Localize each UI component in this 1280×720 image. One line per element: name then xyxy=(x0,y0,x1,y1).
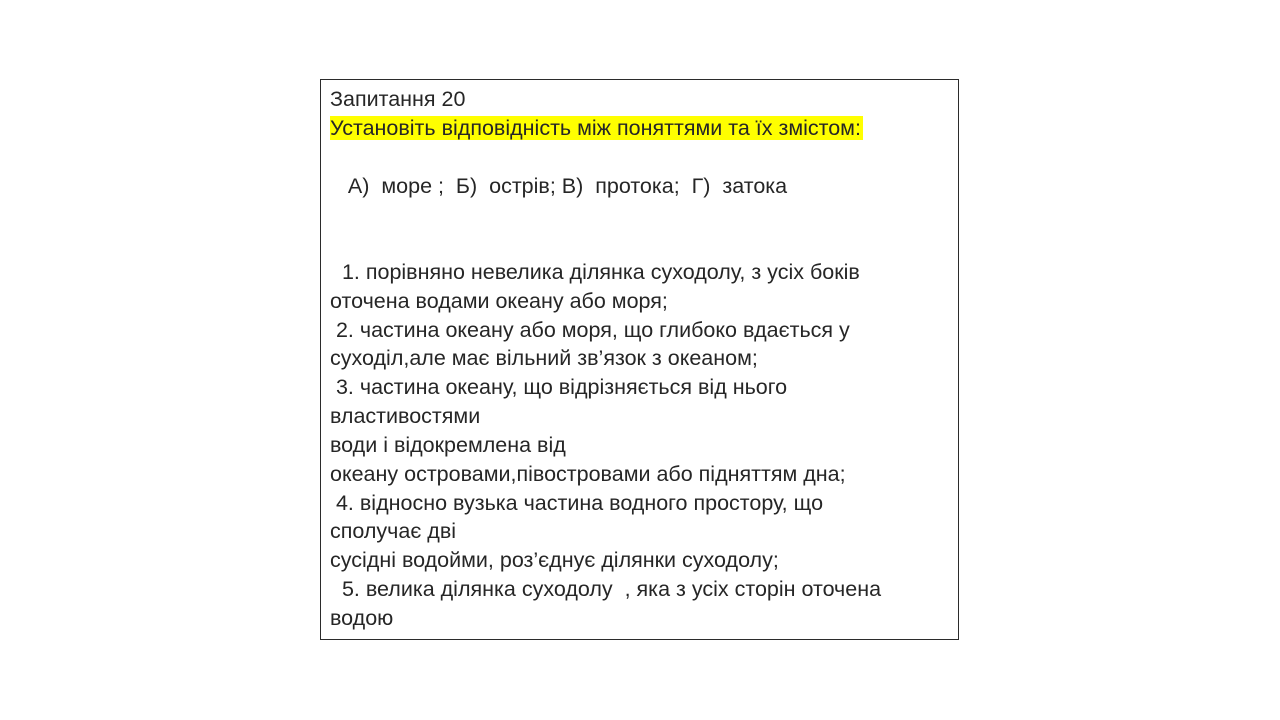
definition-line: 5. велика ділянка суходолу , яка з усіх сторін оточена xyxy=(330,577,882,601)
definition-line: 3. частина океану, що відрізняється від нього xyxy=(330,375,788,399)
definition-line: води і відокремлена від xyxy=(330,433,566,457)
instruction-line xyxy=(330,114,863,142)
definition-line: суходіл,але має вільний зв’язок з океаном; xyxy=(330,346,758,370)
instruction-highlight: Установіть відповідність між поняттями та їх змістом: xyxy=(330,116,861,140)
definition-line: 1. порівняно невелика ділянка суходолу, з усіх боків xyxy=(330,260,860,284)
definition-line: 2. частина океану або моря, що глибоко вдається у xyxy=(330,318,850,342)
definition-line: сполучає дві xyxy=(330,519,457,543)
definition-line: сусідні водойми, роз’єднує ділянки суходолу; xyxy=(330,548,779,572)
definition-line: оточена водами океану або моря; xyxy=(330,289,668,313)
options-line: А) море ; Б) острів; В) протока; Г) затока xyxy=(330,174,788,198)
definition-line: водою xyxy=(330,606,394,630)
definition-line: 4. відносно вузька частина водного простору, що xyxy=(330,491,824,515)
definition-line: властивостями xyxy=(330,404,481,428)
definition-line: океану островами,півостровами або підняттям дна; xyxy=(330,462,846,486)
question-title: Запитання 20 xyxy=(330,87,466,111)
